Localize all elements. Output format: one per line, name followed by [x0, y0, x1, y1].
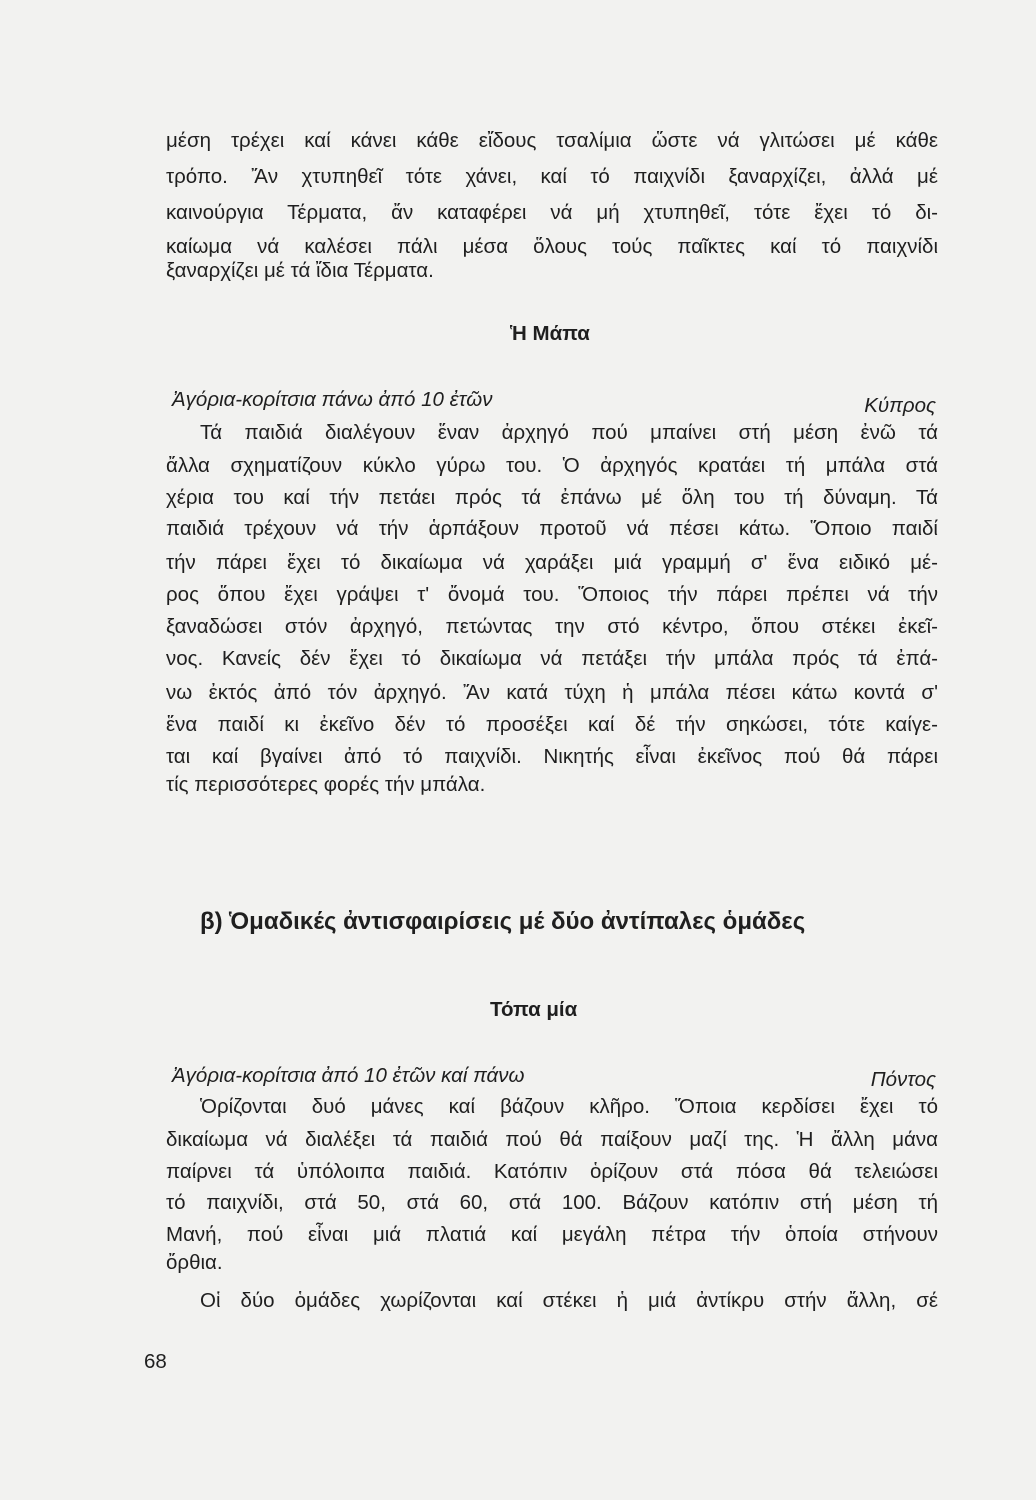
- text-line: καινούργια Τέρματα, ἄν καταφέρει νά μή χτυπηθεῖ, τότε ἔχει τό δι-: [166, 201, 938, 224]
- text-line: Ὁρίζονται δυό μάνες καί βάζουν κλῆρο. Ὅποια κερδίσει ἔχει τό: [200, 1095, 938, 1118]
- game-region: Κύπρος: [864, 394, 936, 417]
- text-line: ται καί βγαίνει ἀπό τό παιχνίδι. Νικητής εἶναι ἐκεῖνος πού θά πάρει: [166, 745, 938, 768]
- text-line: ξαναδώσει στόν ἀρχηγό, πετώντας την στό κέντρο, ὅπου στέκει ἐκεῖ-: [166, 615, 938, 638]
- text-line: τήν πάρει ἔχει τό δικαίωμα νά χαράξει μιά γραμμή σ' ἕνα ειδικό μέ-: [166, 551, 938, 574]
- text-line: παίρνει τά ὑπόλοιπα παιδιά. Κατόπιν ὁρίζουν στά πόσα θά τελειώσει: [166, 1160, 938, 1183]
- text-line: ξαναρχίζει μέ τά ἴδια Τέρματα.: [166, 259, 434, 282]
- game-title: Ἡ Μάπα: [510, 322, 590, 345]
- text-line: δικαίωμα νά διαλέξει τά παιδιά πού θά παίξουν μαζί της. Ἡ ἄλλη μάνα: [166, 1128, 938, 1151]
- text-line: τό παιχνίδι, στά 50, στά 60, στά 100. Βάζουν κατόπιν στή μέση τή: [166, 1191, 938, 1214]
- text-line: ἄλλα σχηματίζουν κύκλο γύρω του. Ὁ ἀρχηγός κρατάει τή μπάλα στά: [166, 454, 938, 477]
- game-title: Τόπα μία: [490, 998, 578, 1021]
- text-line: νω ἐκτός ἀπό τόν ἀρχηγό. Ἄν κατά τύχη ἡ μπάλα πέσει κάτω κοντά σ': [166, 681, 938, 704]
- page-number: 68: [144, 1350, 167, 1373]
- text-line: ὄρθια.: [166, 1251, 223, 1274]
- text-line: τίς περισσότερες φορές τήν μπάλα.: [166, 773, 486, 796]
- text-line: χέρια του καί τήν πετάει πρός τά ἐπάνω μέ ὅλη του τή δύναμη. Τά: [166, 486, 938, 509]
- text-line: τρόπο. Ἄν χτυπηθεῖ τότε χάνει, καί τό παιχνίδι ξαναρχίζει, ἀλλά μέ: [166, 165, 938, 188]
- text-line: ἕνα παιδί κι ἐκεῖνο δέν τό προσέξει καί δέ τήν σηκώσει, τότε καίγε-: [166, 713, 938, 736]
- game-ages: Ἀγόρια-κορίτσια ἀπό 10 ἐτῶν καί πάνω: [172, 1064, 525, 1087]
- text-line: ρος ὅπου ἔχει γράψει τ' ὄνομά του. Ὅποιος τήν πάρει πρέπει νά τήν: [166, 583, 938, 606]
- section-heading: β) Ὁμαδικές ἀντισφαιρίσεις μέ δύο ἀντίπαλες ὁμάδες: [200, 908, 806, 935]
- text-line: Τά παιδιά διαλέγουν ἕναν ἀρχηγό πού μπαίνει στή μέση ἐνῶ τά: [200, 421, 938, 444]
- game-region: Πόντος: [870, 1068, 936, 1091]
- game-ages: Ἀγόρια-κορίτσια πάνω ἀπό 10 ἐτῶν: [172, 388, 493, 411]
- text-line: καίωμα νά καλέσει πάλι μέσα ὅλους τούς παῖκτες καί τό παιχνίδι: [166, 235, 938, 258]
- text-line: Οἱ δύο ὁμάδες χωρίζονται καί στέκει ἡ μιά ἀντίκρυ στήν ἄλλη, σέ: [200, 1289, 938, 1312]
- text-line: Μανή, πού εἶναι μιά πλατιά καί μεγάλη πέτρα τήν ὁποία στήνουν: [166, 1223, 938, 1246]
- text-line: παιδιά τρέχουν νά τήν ἁρπάξουν προτοῦ νά πέσει κάτω. Ὅποιο παιδί: [166, 517, 938, 540]
- text-line: νος. Κανείς δέν ἔχει τό δικαίωμα νά πετάξει τήν μπάλα πρός τά ἐπά-: [166, 647, 938, 670]
- text-line: μέση τρέχει καί κάνει κάθε εἴδους τσαλίμια ὥστε νά γλιτώσει μέ κάθε: [166, 129, 938, 152]
